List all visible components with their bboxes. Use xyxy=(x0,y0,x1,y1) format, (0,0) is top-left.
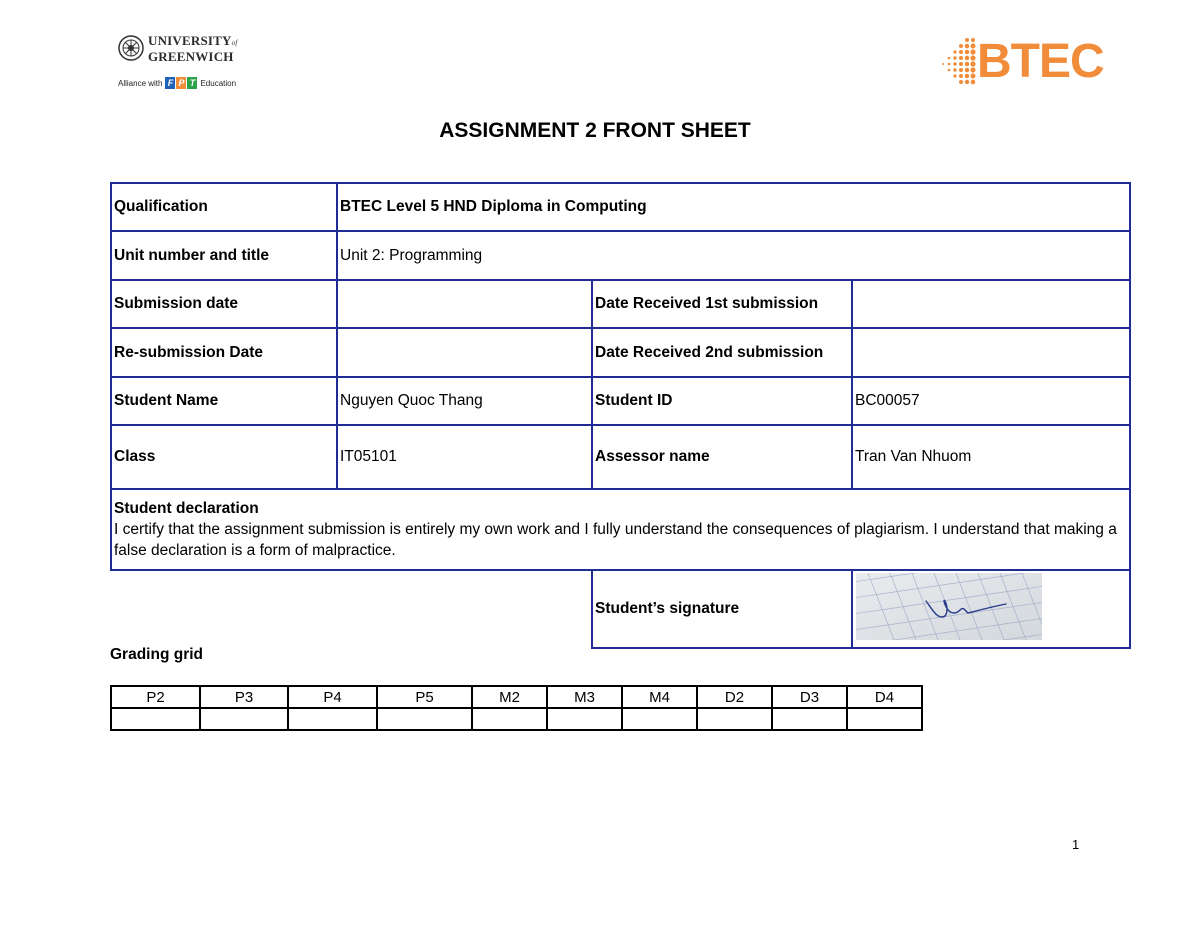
university-name-of: of xyxy=(231,39,238,47)
grade-value-p4 xyxy=(288,708,377,730)
class-label: Class xyxy=(111,425,337,489)
class-value: IT05101 xyxy=(337,425,592,489)
grade-header-m4: M4 xyxy=(622,686,697,708)
grading-value-row xyxy=(111,708,922,730)
education-text: Education xyxy=(200,78,237,88)
university-name-line1: UNIVERSITY xyxy=(148,33,232,48)
resubmission-row xyxy=(111,328,1130,377)
qualification-label: Qualification xyxy=(111,183,337,231)
grade-value-m3 xyxy=(547,708,622,730)
grade-header-p3: P3 xyxy=(200,686,288,708)
class-row xyxy=(111,425,1130,489)
declaration-title: Student declaration xyxy=(114,500,259,517)
grade-header-m3: M3 xyxy=(547,686,622,708)
grade-value-p2 xyxy=(111,708,200,730)
fpt-letter-p: P xyxy=(178,78,185,88)
grade-header-d4: D4 xyxy=(847,686,922,708)
student-declaration xyxy=(111,489,1130,570)
unit-label: Unit number and title xyxy=(111,231,337,280)
signature-cell xyxy=(852,570,1130,648)
grade-value-d4 xyxy=(847,708,922,730)
btec-wordmark: BTEC xyxy=(977,35,1104,88)
grade-header-m2: M2 xyxy=(472,686,547,708)
grading-header-row xyxy=(111,686,922,708)
btec-logo xyxy=(937,34,1122,90)
qualification-row xyxy=(111,183,1130,231)
grade-value-d3 xyxy=(772,708,847,730)
qualification-value: BTEC Level 5 HND Diploma in Computing xyxy=(337,183,1130,231)
signature-row-spacer xyxy=(111,570,592,648)
grade-header-p5: P5 xyxy=(377,686,472,708)
date-received-1-label: Date Received 1st submission xyxy=(592,280,852,328)
date-received-1-value xyxy=(852,280,1130,328)
resubmission-date-value xyxy=(337,328,592,377)
grade-header-p4: P4 xyxy=(288,686,377,708)
fpt-alliance xyxy=(118,77,236,89)
grade-value-p3 xyxy=(200,708,288,730)
assessor-label: Assessor name xyxy=(592,425,852,489)
alliance-text: Alliance with xyxy=(118,78,163,88)
page-number: 1 xyxy=(1072,837,1080,852)
university-seal-icon xyxy=(118,35,144,61)
declaration-row xyxy=(111,489,1130,570)
student-name-value: Nguyen Quoc Thang xyxy=(337,377,592,425)
declaration-text: I certify that the assignment submission is entirely my own work and I fully understand the consequences of plagiarism. I understand that making a false declaration is a form of malpractice. xyxy=(114,521,1117,559)
student-signature-image xyxy=(856,573,1042,640)
grade-value-m4 xyxy=(622,708,697,730)
university-name-line2: GREENWICH xyxy=(148,49,234,64)
date-received-2-value xyxy=(852,328,1130,377)
submission-date-label: Submission date xyxy=(111,280,337,328)
unit-value: Unit 2: Programming xyxy=(337,231,1130,280)
university-of-greenwich-logo xyxy=(118,33,248,93)
submission-row xyxy=(111,280,1130,328)
grade-header-p2: P2 xyxy=(111,686,200,708)
fpt-letter-t: T xyxy=(187,77,197,89)
btec-dots-icon xyxy=(937,36,977,88)
assessor-value: Tran Van Nhuom xyxy=(852,425,1130,489)
grade-value-p5 xyxy=(377,708,472,730)
grading-grid xyxy=(110,685,923,731)
student-row xyxy=(111,377,1130,425)
student-id-value: BC00057 xyxy=(852,377,1130,425)
grade-value-m2 xyxy=(472,708,547,730)
front-sheet-table xyxy=(110,182,1131,649)
signature-label: Student’s signature xyxy=(592,570,852,648)
grading-grid-label: Grading grid xyxy=(110,646,203,663)
signature-row xyxy=(111,570,1130,648)
grade-value-d2 xyxy=(697,708,772,730)
grade-header-d3: D3 xyxy=(772,686,847,708)
date-received-2-label: Date Received 2nd submission xyxy=(592,328,852,377)
student-name-label: Student Name xyxy=(111,377,337,425)
page-title: ASSIGNMENT 2 FRONT SHEET xyxy=(439,119,751,142)
fpt-letter-f: F xyxy=(165,77,175,89)
student-id-label: Student ID xyxy=(592,377,852,425)
submission-date-value xyxy=(337,280,592,328)
resubmission-date-label: Re-submission Date xyxy=(111,328,337,377)
university-name xyxy=(148,34,238,63)
fpt-logo xyxy=(165,77,197,89)
grade-header-d2: D2 xyxy=(697,686,772,708)
unit-row xyxy=(111,231,1130,280)
